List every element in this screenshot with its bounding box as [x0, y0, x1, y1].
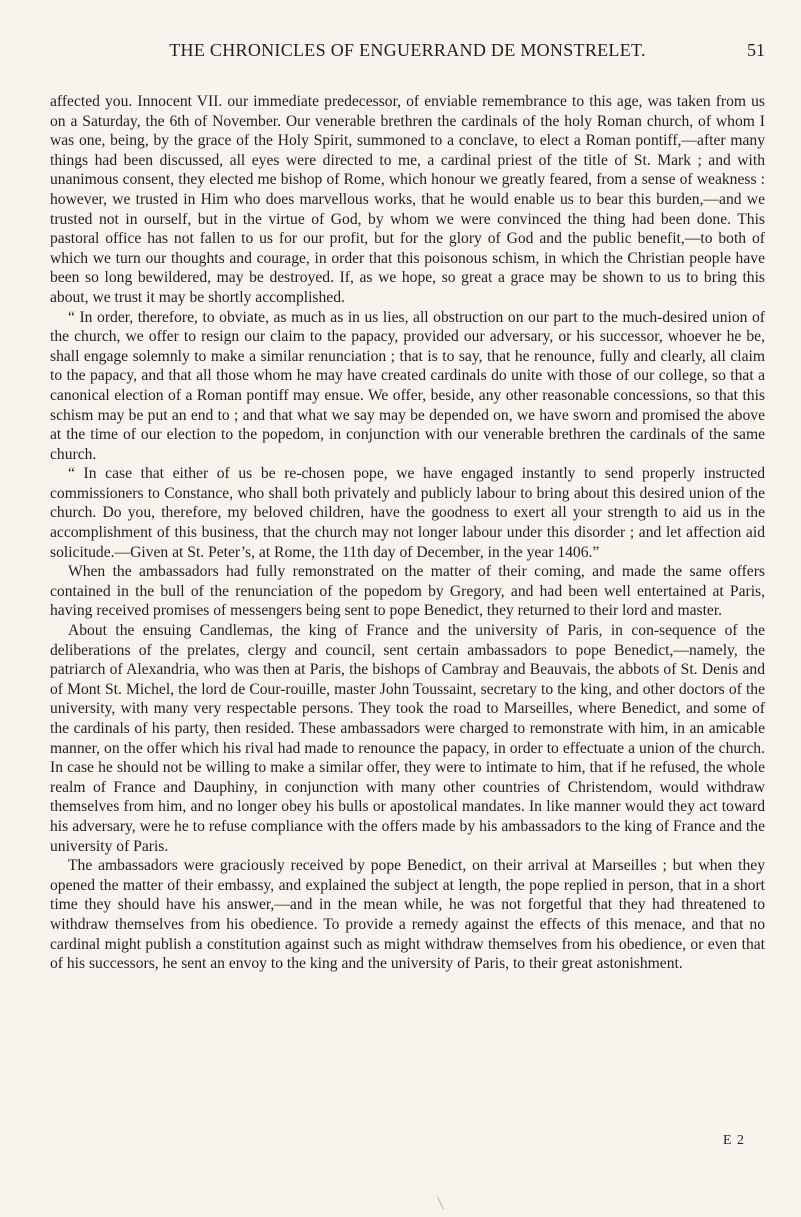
paragraph: affected you. Innocent VII. our immediate predecessor, of enviable remembrance to this age, was taken from us on a Saturday, the 6th of November. Our venerable brethren the cardinals of the holy Roman church, of whom I was one, being, by the grace of the Holy Spirit, summoned to a conclave, to elect a Roman pontiff,—after many things had been discussed, all eyes were directed to me, a cardinal priest of the title of St. Mark ; and with unanimous consent, they elected me bishop of Rome, which honour we greatly feared, from a sense of weakness : however, we trusted in Him who does marvellous works, that he would enable us to bear this burden,—and we trusted not in ourself, but in the virtue of God, by whom we were convinced the thing had been done. This pastoral office has not fallen to us for our profit, but for the glory of God and the public benefit,—to both of which we turn our thoughts and courage, in order that this poisonous schism, in which the Christian people have been so long bewildered, may be destroyed. If, as we hope, so great a grace may be shown to us to bring this about, we trust it may be shortly accomplished.	[50, 93, 765, 306]
paragraph: “ In case that either of us be re-chosen pope, we have engaged instantly to send properly instructed commissioners to Constance, who shall both privately and publicly labour to bring about this desired union of the church. Do you, therefore, my beloved children, have the goodness to exert all your strength to aid us in the accomplishment of this business, that the church may not longer labour under this disorder ; and let affection aid solicitude.—Given at St. Peter’s, at Rome, the 11th day of December, in the year 1406.”	[50, 465, 765, 561]
signature-mark: E 2	[722, 1133, 745, 1148]
running-title: THE CHRONICLES OF ENGUERRAND DE MONSTRELET.	[169, 40, 646, 60]
paragraph: When the ambassadors had fully remonstrated on the matter of their coming, and made the same offers contained in the bull of the renunciation of the popedom by Gregory, and had been well entertained at Paris, having received promises of messengers being sent to pope Benedict, they returned to their lord and master.	[50, 563, 765, 620]
page-speck	[437, 1196, 444, 1209]
page-number: 51	[747, 40, 765, 60]
body-text	[50, 92, 765, 974]
paragraph: About the ensuing Candlemas, the king of France and the university of Paris, in con-sequence of the deliberations of the prelates, clergy and council, sent certain ambassadors to pope Benedict,—namely, the patriarch of Alexandria, who was then at Paris, the bishops of Cambray and Beauvais, the abbots of St. Denis and of Mont St. Michel, the lord de Cour-rouille, master John Toussaint, secretary to the king, and other doctors of the university, with many very respectable persons. They took the road to Marseilles, where Benedict, and some of the cardinals of his party, then resided. These ambassadors were charged to remonstrate with him, in an amicable manner, on the offer which his rival had made to renounce the papacy, in order to effectuate a union of the church. In case he should not be willing to make a similar offer, they were to intimate to him, that if he refused, the whole realm of France and Dauphiny, in conjunction with many other countries of Christendom, would withdraw themselves from him, and no longer obey his bulls or apostolical mandates. In like manner would they act toward his adversary, were he to refuse compliance with the offers made by his ambassadors to the king of France and the university of Paris.	[50, 622, 765, 855]
document-page	[50, 40, 765, 974]
paragraph: “ In order, therefore, to obviate, as much as in us lies, all obstruction on our part to the much-desired union of the church, we offer to resign our claim to the papacy, provided our adversary, or his successor, whoever he be, shall engage solemnly to make a similar renunciation ; that is to say, that he renounce, fully and clearly, all claim to the papacy, and that all those whom he may have created cardinals do unite with those of our college, so that a canonical election of a Roman pontiff may ensue. We offer, beside, any other reasonable concessions, so that this schism may be put an end to ; and that what we say may be depended on, we have sworn and promised the above at the time of our election to the popedom, in conjunction with our venerable brethren the cardinals of the same church.	[50, 308, 765, 463]
paragraph: The ambassadors were graciously received by pope Benedict, on their arrival at Marseilles ; but when they opened the matter of their embassy, and explained the subject at length, the pope replied in person, that in a short time they should have his answer,—and in the mean while, he was not forgetful that they had threatened to withdraw themselves from his obedience. To provide a remedy against the effects of this menace, and that no cardinal might publish a constitution against such as might withdraw themselves from his obedience, or even that of his successors, he sent an envoy to the king and the university of Paris, to their great astonishment.	[50, 857, 765, 973]
running-head	[50, 40, 765, 70]
